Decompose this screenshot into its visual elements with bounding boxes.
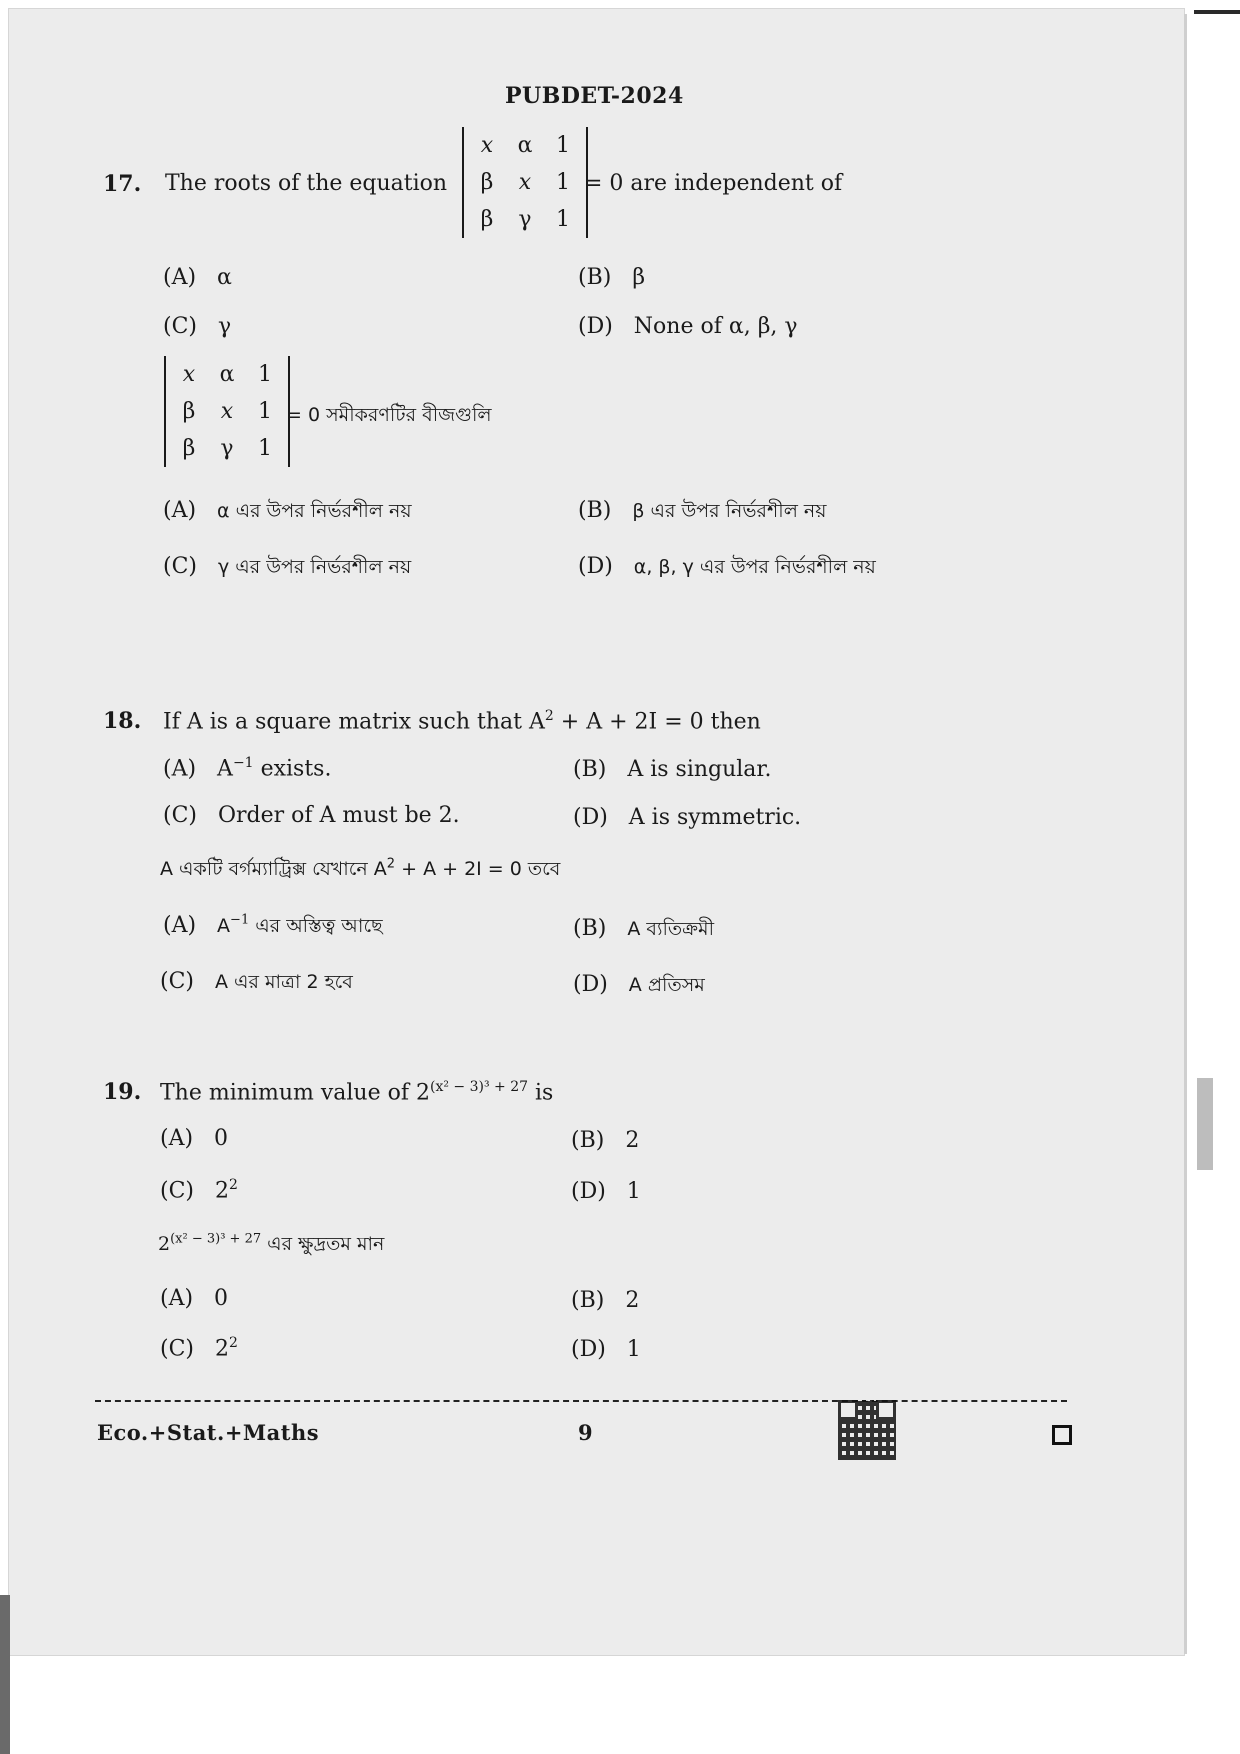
det-cell: 1 [258,362,272,387]
page-edge-tab [1197,1078,1213,1170]
option-label: (C) [163,314,197,339]
qr-code-icon [838,1400,896,1460]
q19-stem-post: is [528,1080,554,1106]
option-text: 2 [214,1336,229,1362]
option-text: None of α, β, γ [633,314,798,339]
q19-bn-option-b [571,1288,639,1313]
option-label: (C) [160,1178,194,1204]
q17-option-d [578,314,798,339]
det-cell: x [220,399,234,424]
footer-subject: Eco.+Stat.+Maths [97,1420,320,1445]
option-label: (A) [163,498,197,523]
exponent: −1 [232,755,254,771]
option-text: A ব্যতিক্রমী [627,918,715,940]
det-cell: β [182,436,196,461]
option-label: (B) [573,916,607,941]
q19-stem-bn-post: এর ক্ষুদ্রতম মান [261,1233,385,1255]
option-text: β [632,265,646,290]
exponent: (x² − 3)³ + 27 [170,1231,262,1247]
option-text: 0 [214,1286,229,1311]
option-text: A প্রতিসম [628,974,705,996]
page-number: 9 [578,1420,594,1445]
q19-bn-option-a [160,1286,228,1311]
q18-stem-bn-pre: A একটি বর্গম্যাট্রিক্স যেখানে A [160,858,387,880]
option-label: (A) [160,1286,194,1311]
page-edge-mark [1194,10,1240,14]
q18-bn-option-d [573,971,705,1003]
q17-bn-option-b [578,497,826,529]
q19-stem-bn-base: 2 [158,1233,171,1255]
option-label: (C) [163,803,197,828]
option-text: γ [217,314,232,339]
square-mark-icon [1052,1425,1072,1445]
q17-stem: The roots of the equation [165,171,448,196]
q17-determinant [462,127,588,238]
q18-stem [163,708,761,734]
q18-stem-post: + A + 2I = 0 then [553,709,761,735]
q17-bn-option-c [163,553,411,585]
det-cell: 1 [258,436,272,461]
q19-bn-option-d [571,1337,641,1362]
q17-bn-option-d [578,553,876,585]
option-text: A is symmetric. [628,805,802,830]
option-text: 2 [625,1288,640,1313]
q17-determinant-bn [164,356,290,467]
det-cell: 1 [258,399,272,424]
det-cell: γ [220,436,234,461]
option-label: (A) [160,1126,194,1151]
option-label: (D) [573,805,608,830]
option-text: α [217,265,232,290]
q18-option-d [573,805,801,830]
q19-number: 19. [103,1079,142,1105]
q18-bn-option-a [163,912,383,944]
option-text: 0 [214,1126,229,1151]
scanned-page [8,8,1185,1656]
det-cell: x [480,133,494,158]
option-label: (D) [571,1179,606,1204]
q18-option-a [163,755,331,781]
option-label: (B) [578,265,612,290]
footer-rule [95,1400,1067,1402]
q18-bn-option-c [160,968,353,1000]
option-text: A এর মাত্রা 2 হবে [214,971,353,993]
det-cell: 1 [556,207,570,232]
det-cell: 1 [556,170,570,195]
q17-number: 17. [103,171,142,197]
option-text: A [217,915,231,937]
q18-option-c [163,803,460,828]
exponent: 2 [544,708,554,724]
exponent: 2 [386,856,396,872]
option-text: Order of A must be 2. [217,803,460,828]
det-cell: α [219,362,235,387]
option-text: 2 [214,1178,229,1204]
option-label: (C) [160,969,194,994]
q19-option-b [571,1128,639,1153]
option-label: (B) [573,757,607,782]
q19-stem-pre: The minimum value of 2 [160,1080,430,1106]
det-cell: γ [518,207,532,232]
det-cell: α [517,133,533,158]
q17-option-c [163,314,231,339]
exponent: 2 [228,1177,238,1193]
exponent: −1 [230,912,250,928]
q18-option-b [573,757,772,782]
option-label: (D) [578,314,613,339]
q19-stem-bn [158,1230,384,1262]
det-cell: β [182,399,196,424]
option-text: 1 [626,1337,641,1362]
det-cell: 1 [556,133,570,158]
q19-bn-option-c [160,1335,238,1361]
option-label: (B) [571,1128,605,1153]
q18-number: 18. [103,708,142,734]
option-label: (A) [163,913,197,938]
q19-stem [160,1079,553,1105]
option-label: (A) [163,756,197,782]
scanner-left-bar [0,1595,10,1754]
option-text: β এর উপর নির্ভরশীল নয় [632,500,827,522]
option-text: exists. [253,756,332,782]
q18-stem-bn-post: + A + 2I = 0 তবে [395,858,561,880]
option-label: (D) [571,1337,606,1362]
exponent: (x² − 3)³ + 27 [429,1079,529,1095]
option-label: (C) [160,1336,194,1362]
option-label: (B) [571,1288,605,1313]
option-label: (B) [578,498,612,523]
exponent: 2 [228,1335,238,1351]
q19-option-d [571,1179,641,1204]
det-cell: x [518,170,532,195]
q19-option-a [160,1126,228,1151]
exam-code: PUBDET-2024 [505,83,684,109]
q19-option-c [160,1177,238,1203]
det-cell: β [480,170,494,195]
det-cell: β [480,207,494,232]
option-text: এর অস্তিত্ব আছে [249,915,383,937]
option-text: A is singular. [627,757,772,782]
option-label: (C) [163,554,197,579]
q17-stem-end: = 0 are independent of [584,171,843,196]
option-label: (D) [573,972,608,997]
q18-stem-bn [160,855,560,887]
option-text: α, β, γ এর উপর নির্ভরশীল নয় [633,556,876,578]
option-text: A [217,756,233,782]
q17-option-b [578,265,645,290]
option-text: γ এর উপর নির্ভরশীল নয় [217,556,412,578]
option-text: α এর উপর নির্ভরশীল নয় [217,500,412,522]
q18-stem-pre: If A is a square matrix such that A [163,709,545,735]
option-text: 1 [626,1179,641,1204]
option-text: 2 [625,1128,640,1153]
option-label: (D) [578,554,613,579]
q17-stem-bn: = 0 সমীকরণটির বীজগুলি [286,404,492,426]
q17-bn-option-a [163,497,412,529]
q17-option-a [163,265,232,290]
page-edge-shadow [1184,14,1187,1654]
option-label: (A) [163,265,197,290]
det-cell: x [182,362,196,387]
q18-bn-option-b [573,915,714,947]
